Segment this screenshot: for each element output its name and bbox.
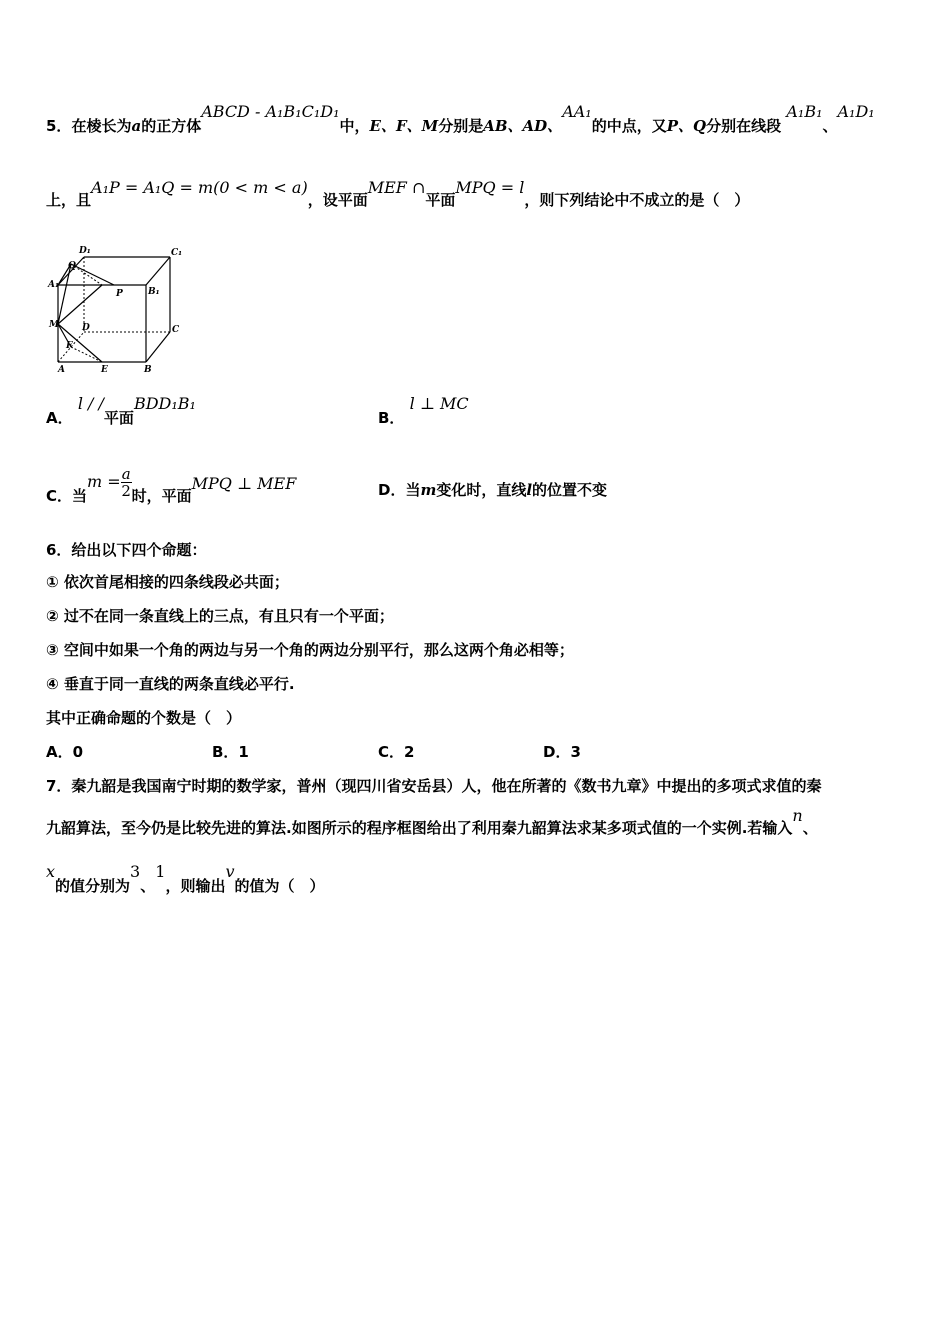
label-B1: B₁	[148, 287, 160, 297]
q7-line-1: 7．秦九韶是我国南宁时期的数学家，普州（现四川省安岳县）人，他在所著的《数书九章》中提出的多项式求值的秦	[46, 777, 822, 795]
cube-name: ABCD - A₁B₁C₁D₁	[201, 102, 340, 121]
q7-line-2: 九韶算法，至今仍是比较先进的算法.如图所示的程序框图给出了利用秦九韶算法求某多项式值的一个实例.若输入n、	[46, 806, 818, 837]
q6-option-b[interactable]: B．1	[212, 743, 249, 761]
label-P: P	[116, 289, 123, 299]
q6-proposition-1: ① 依次首尾相接的四条线段必共面；	[46, 573, 289, 591]
q5-number: 5．	[46, 117, 72, 135]
q5-option-d[interactable]: D．当m变化时，直线l的位置不变	[378, 481, 608, 499]
q5-option-a[interactable]: A． l / /平面BDD₁B₁	[46, 394, 196, 427]
q6-ask: 其中正确命题的个数是（ ）	[46, 709, 242, 727]
label-C: C	[172, 325, 180, 335]
label-B: B	[144, 365, 152, 375]
q5-option-b[interactable]: B． l ⊥ MC	[378, 394, 469, 427]
label-E: E	[101, 365, 108, 375]
q7-line-3: x的值分别为3、1，则输出v的值为（ ）	[46, 862, 325, 895]
q6-option-c[interactable]: C．2	[378, 743, 415, 761]
q6-option-a[interactable]: A．0	[46, 743, 84, 761]
label-M: M	[49, 320, 59, 330]
q5-option-c[interactable]: C．当m = $\frac{a}{2}$ 时，平面MPQ ⊥ MEF	[46, 465, 297, 505]
q6-option-d[interactable]: D．3	[543, 743, 581, 761]
label-C1: C₁	[171, 248, 183, 258]
label-A: A	[58, 365, 65, 375]
q6-proposition-3: ③ 空间中如果一个角的两边与另一个角的两边分别平行，那么这两个角必相等；	[46, 641, 574, 659]
q6-stem: 6．给出以下四个命题：	[46, 541, 207, 559]
q5-line-1: 5．在棱长为a的正方体ABCD - A₁B₁C₁D₁中，E、F、M分别是AB、AD、AA₁的中点，又P、Q分别在线段 A₁B₁、A₁D₁	[46, 102, 875, 135]
label-Q: Q	[68, 261, 76, 271]
label-D1: D₁	[79, 246, 91, 256]
cube-figure	[46, 240, 191, 375]
q6-proposition-4: ④ 垂直于同一直线的两条直线必平行.	[46, 675, 295, 693]
q6-proposition-2: ② 过不在同一条直线上的三点，有且只有一个平面；	[46, 607, 394, 625]
label-F: F	[66, 341, 73, 351]
label-A1: A₁	[48, 280, 59, 290]
q5-line-2: 上，且A₁P = A₁Q = m(0 < m < a)，设平面MEF ∩平面MPQ = l，则下列结论中不成立的是（ ）	[46, 178, 750, 209]
fraction-a-over-2: $\frac{a}{2}$	[121, 465, 131, 500]
condition: A₁P = A₁Q = m(0 < m < a)	[91, 178, 308, 197]
label-D: D	[82, 323, 90, 333]
